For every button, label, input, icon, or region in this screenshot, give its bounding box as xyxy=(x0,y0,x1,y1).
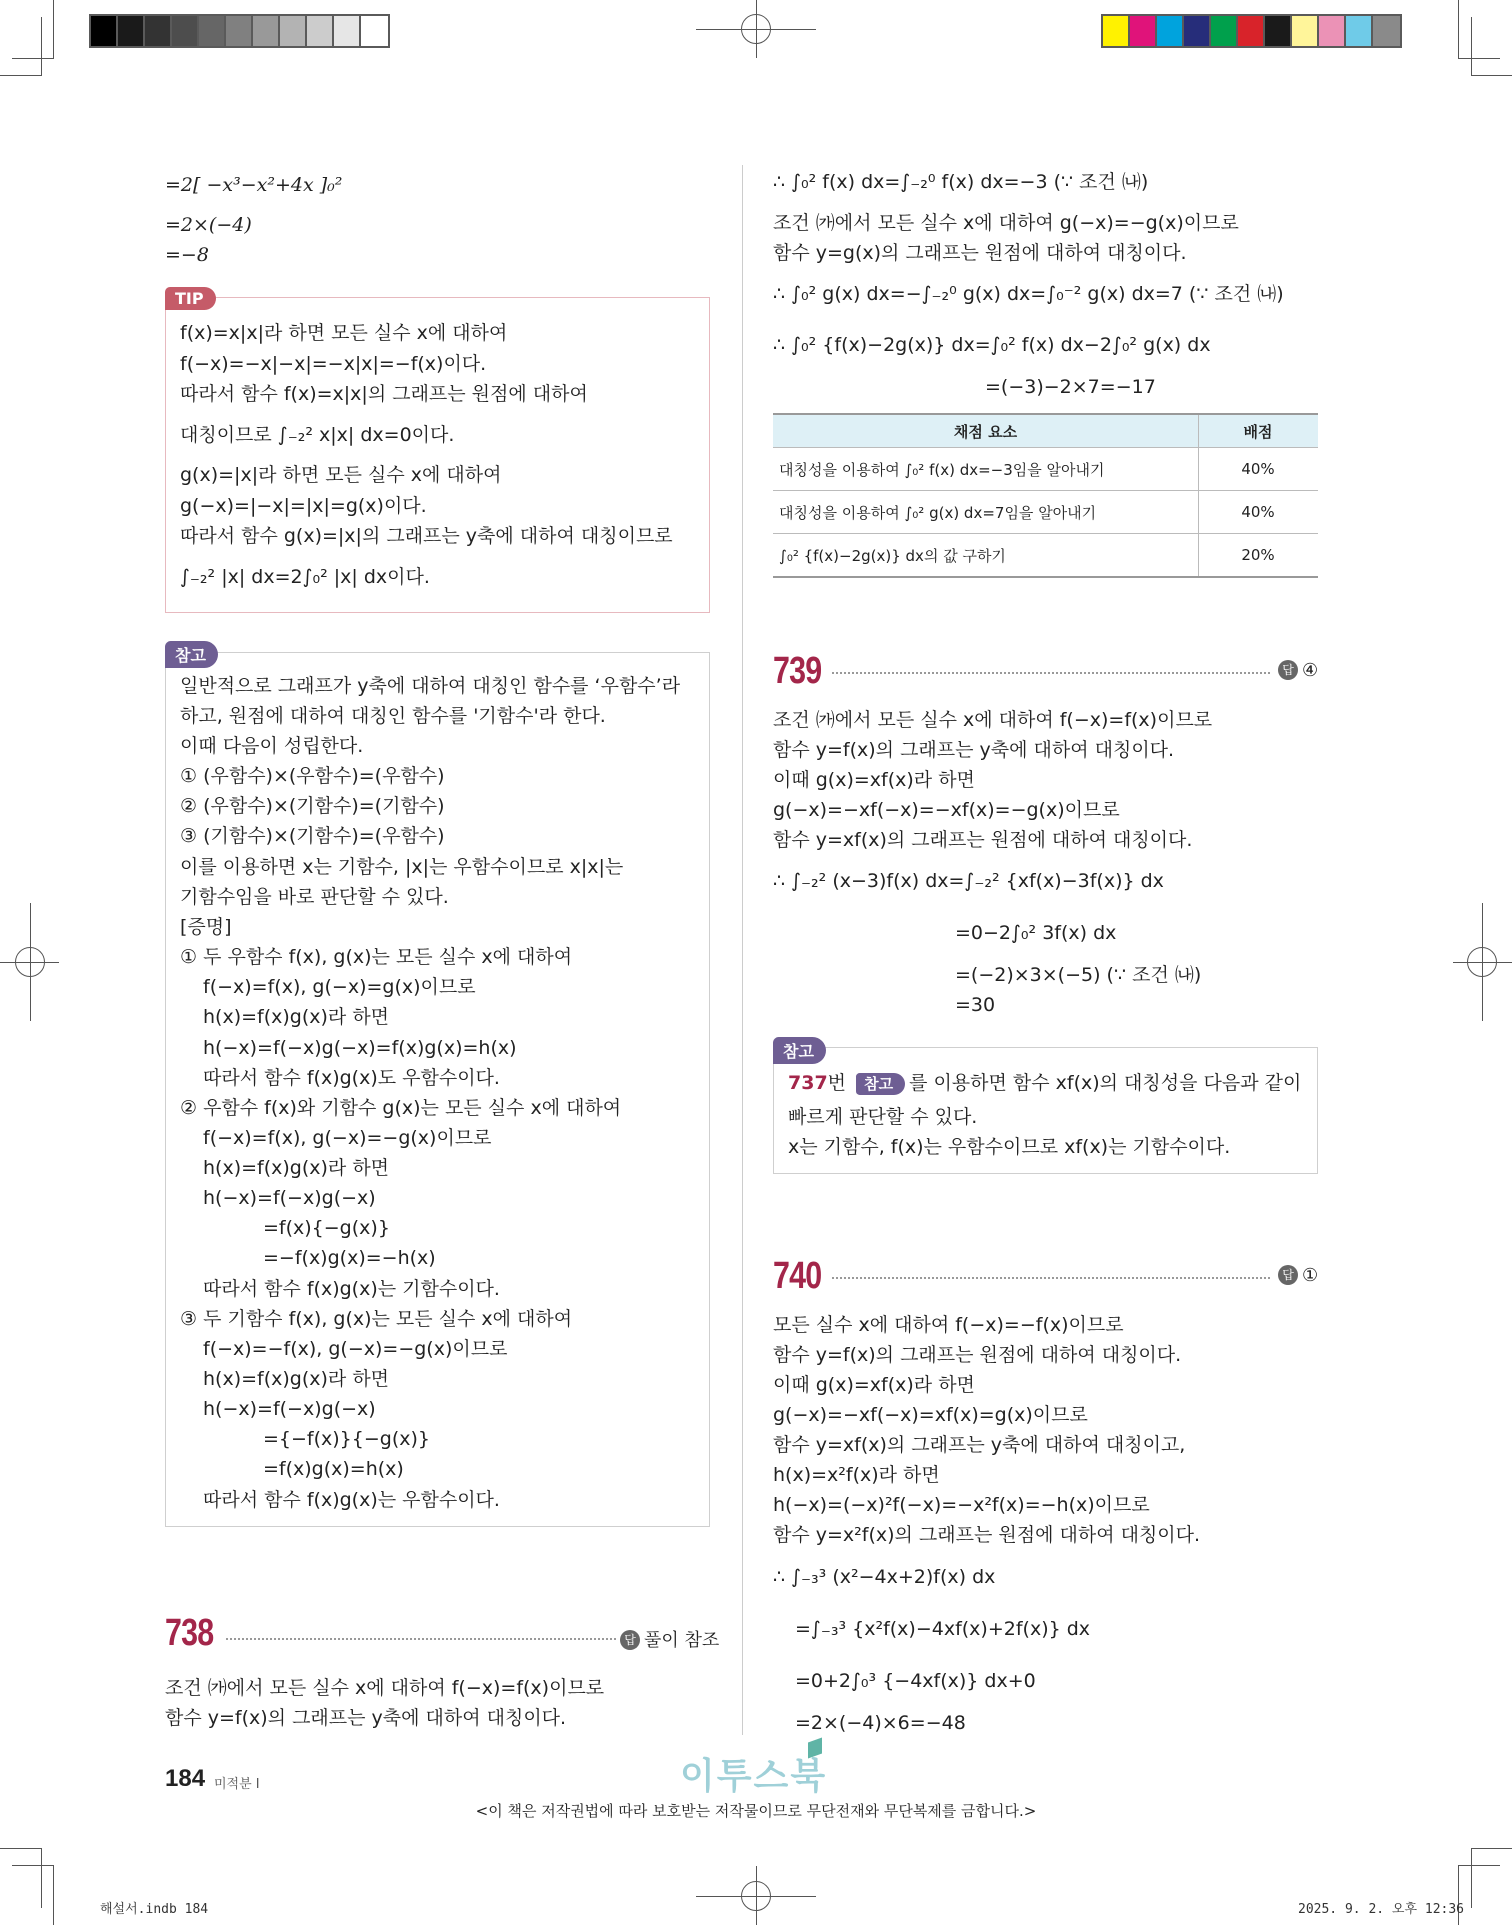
reference-line: =−f(x)g(x)=−h(x) xyxy=(263,1247,436,1269)
crop-mark xyxy=(12,58,53,59)
gray-swatch xyxy=(199,16,226,46)
equation-line: ∴ ∫₋₂² (x−3)f(x) dx=∫₋₂² {xf(x)−3f(x)} dx xyxy=(773,870,1164,892)
reference-line: 이때 다음이 성립한다. xyxy=(180,735,364,757)
reference-line: f(−x)=f(x), g(−x)=g(x)이므로 xyxy=(203,976,476,998)
gray-swatch xyxy=(307,16,334,46)
table-row xyxy=(773,448,1318,491)
tip-badge: TIP xyxy=(165,287,216,310)
solution-line: 함수 y=f(x)의 그래프는 y축에 대하여 대칭이다. xyxy=(773,739,1175,761)
table-row xyxy=(773,491,1318,534)
grayscale-color-bar xyxy=(89,14,390,48)
gray-swatch xyxy=(145,16,172,46)
crop-mark xyxy=(1458,0,1459,59)
reference-line: [증명] xyxy=(180,916,232,938)
gray-swatch xyxy=(118,16,145,46)
color-swatch xyxy=(1157,16,1184,46)
reference-problem-number: 737 xyxy=(788,1072,828,1094)
solution-line: 조건 ㈎에서 모든 실수 x에 대하여 f(−x)=f(x)이므로 xyxy=(165,1677,605,1699)
solution-line: g(−x)=−xf(−x)=−xf(x)=−g(x)이므로 xyxy=(773,799,1120,821)
gray-swatch xyxy=(361,16,388,46)
equation-line: =2×(−4) xyxy=(165,214,252,236)
reference-line: 기함수임을 바로 판단할 수 있다. xyxy=(180,886,449,908)
reference-line: x는 기함수, f(x)는 우함수이므로 xf(x)는 기함수이다. xyxy=(788,1136,1231,1158)
equation-line: =0−2∫₀² 3f(x) dx xyxy=(955,922,1117,944)
reference-line: ② (우함수)×(기함수)=(기함수) xyxy=(180,795,445,817)
tip-line: f(x)=x|x|라 하면 모든 실수 x에 대하여 xyxy=(180,322,508,344)
solution-line: h(x)=x²f(x)라 하면 xyxy=(773,1464,940,1486)
gray-swatch xyxy=(172,16,199,46)
reference-line: ② 우함수 f(x)와 기함수 g(x)는 모든 실수 x에 대하여 xyxy=(180,1097,622,1119)
crop-mark xyxy=(41,1848,42,1908)
problem-number-740: 740 xyxy=(773,1255,822,1297)
reference-line: ③ (기함수)×(기함수)=(우함수) xyxy=(180,825,445,847)
reference-line: ① 두 우함수 f(x), g(x)는 모든 실수 x에 대하여 xyxy=(180,946,573,968)
solution-line: 함수 y=xf(x)의 그래프는 원점에 대하여 대칭이다. xyxy=(773,829,1193,851)
reference-line: h(−x)=f(−x)g(−x) xyxy=(203,1398,376,1420)
crop-mark xyxy=(1471,75,1512,76)
answer-740 xyxy=(1278,1265,1318,1286)
equation-line: =−8 xyxy=(165,244,209,266)
tip-line: g(−x)=|−x|=|x|=g(x)이다. xyxy=(180,495,427,517)
crop-mark xyxy=(756,0,757,58)
page-number: 184 xyxy=(165,1765,206,1792)
leader-dots xyxy=(226,1638,616,1640)
crop-mark xyxy=(1482,903,1483,1021)
tip-line: f(−x)=−x|−x|=−x|x|=−f(x)이다. xyxy=(180,353,487,375)
reference-line: ={−f(x)}{−g(x)} xyxy=(263,1428,431,1450)
equation-line: =0+2∫₀³ {−4xf(x)} dx+0 xyxy=(795,1670,1036,1692)
solution-line: 이때 g(x)=xf(x)라 하면 xyxy=(773,769,975,791)
equation-line: =∫₋₃³ {x²f(x)−4xf(x)+2f(x)} dx xyxy=(795,1618,1091,1640)
crop-mark xyxy=(1471,1848,1472,1908)
solution-line: 함수 y=x²f(x)의 그래프는 원점에 대하여 대칭이다. xyxy=(773,1524,1201,1546)
equation-line: =(−3)−2×7=−17 xyxy=(985,376,1156,398)
equation-line: ∴ ∫₀² f(x) dx=∫₋₂⁰ f(x) dx=−3 (∵ 조건 ㈏) xyxy=(773,171,1149,193)
reference-line: h(x)=f(x)g(x)라 하면 xyxy=(203,1006,390,1028)
subject-label: 미적분 I xyxy=(214,1777,260,1792)
answer-icon: 답 xyxy=(1278,1265,1298,1285)
crop-mark xyxy=(1459,1865,1500,1866)
problem-number-738: 738 xyxy=(165,1612,214,1654)
crop-mark xyxy=(53,1865,54,1925)
reference-text: 를 이용하면 함수 xf(x)의 대칭성을 다음과 같이 xyxy=(909,1072,1302,1094)
solution-line: 함수 y=g(x)의 그래프는 원점에 대하여 대칭이다. xyxy=(773,242,1187,264)
solution-line: h(−x)=(−x)²f(−x)=−x²f(x)=−h(x)이므로 xyxy=(773,1494,1150,1516)
scoring-table xyxy=(773,413,1318,578)
file-slug: 해설서.indb 184 xyxy=(100,1902,209,1917)
solution-line: g(−x)=−xf(−x)=xf(x)=g(x)이므로 xyxy=(773,1404,1088,1426)
crop-mark xyxy=(756,1866,757,1925)
reference-line: 따라서 함수 f(x)g(x)는 기함수이다. xyxy=(203,1278,500,1300)
leader-dots xyxy=(832,672,1270,674)
equation-line: =(−2)×3×(−5) (∵ 조건 ㈏) xyxy=(955,964,1202,986)
reference-line: h(x)=f(x)g(x)라 하면 xyxy=(203,1157,390,1179)
answer-icon: 답 xyxy=(620,1630,640,1650)
table-cell: 대칭성을 이용하여 ∫₀² g(x) dx=7임을 알아내기 xyxy=(773,491,1199,534)
crop-mark xyxy=(1459,58,1500,59)
tip-line: 대칭이므로 ∫₋₂² x|x| dx=0이다. xyxy=(180,424,455,446)
table-cell: 20% xyxy=(1199,534,1319,578)
reference-line: 일반적으로 그래프가 y축에 대하여 대칭인 함수를 ‘우함수’라 xyxy=(180,675,681,697)
solution-line: 함수 y=xf(x)의 그래프는 y축에 대하여 대칭이고, xyxy=(773,1434,1186,1456)
tip-line: g(x)=|x|라 하면 모든 실수 x에 대하여 xyxy=(180,464,502,486)
color-swatch xyxy=(1292,16,1319,46)
color-swatch xyxy=(1346,16,1373,46)
solution-line: 함수 y=f(x)의 그래프는 원점에 대하여 대칭이다. xyxy=(773,1344,1182,1366)
crop-mark xyxy=(53,0,54,59)
cmyk-color-bar xyxy=(1101,14,1402,48)
color-swatch xyxy=(1184,16,1211,46)
reference-line: ③ 두 기함수 f(x), g(x)는 모든 실수 x에 대하여 xyxy=(180,1308,573,1330)
table-cell: 대칭성을 이용하여 ∫₀² f(x) dx=−3임을 알아내기 xyxy=(773,448,1199,491)
equation-line: =2×(−4)×6=−48 xyxy=(795,1712,966,1734)
reference-line: 이를 이용하면 x는 기함수, |x|는 우함수이므로 x|x|는 xyxy=(180,856,624,878)
equation-line: =2[ −x³−x²+4x ]₀² xyxy=(165,174,343,196)
answer-value: ① xyxy=(1302,1265,1319,1286)
reference-line xyxy=(788,1068,1301,1098)
equation-line: =30 xyxy=(955,994,996,1016)
color-swatch xyxy=(1319,16,1346,46)
solution-line: 조건 ㈎에서 모든 실수 x에 대하여 f(−x)=f(x)이므로 xyxy=(773,709,1213,731)
gray-swatch xyxy=(226,16,253,46)
color-swatch xyxy=(1373,16,1400,46)
gray-swatch xyxy=(334,16,361,46)
crop-mark xyxy=(1471,17,1472,76)
equation-line: ∴ ∫₀² g(x) dx=−∫₋₂⁰ g(x) dx=∫₀⁻² g(x) dx=7 (∵ 조건 ㈏) xyxy=(773,283,1284,305)
solution-line: 함수 y=f(x)의 그래프는 y축에 대하여 대칭이다. xyxy=(165,1707,567,1729)
reference-line: 따라서 함수 f(x)g(x)는 우함수이다. xyxy=(203,1489,500,1511)
crop-mark xyxy=(0,75,41,76)
color-swatch xyxy=(1265,16,1292,46)
reference-line: h(−x)=f(−x)g(−x)=f(x)g(x)=h(x) xyxy=(203,1037,517,1059)
table-header: 배점 xyxy=(1199,414,1319,448)
table-row xyxy=(773,534,1318,578)
reference-line: h(−x)=f(−x)g(−x) xyxy=(203,1187,376,1209)
table-cell: 40% xyxy=(1199,491,1319,534)
color-swatch xyxy=(1211,16,1238,46)
equation-line: ∴ ∫₋₃³ (x²−4x+2)f(x) dx xyxy=(773,1566,996,1588)
table-header: 채점 요소 xyxy=(773,414,1199,448)
reference-line: h(x)=f(x)g(x)라 하면 xyxy=(203,1368,390,1390)
color-swatch xyxy=(1103,16,1130,46)
crop-mark xyxy=(1471,1848,1512,1849)
reference-line: =f(x)g(x)=h(x) xyxy=(263,1458,404,1480)
crop-mark xyxy=(41,17,42,76)
crop-mark xyxy=(0,1848,41,1849)
answer-738 xyxy=(620,1626,719,1652)
copyright-notice: <이 책은 저작권법에 따라 보호받는 저작물이므로 무단전재와 무단복제를 금합니다.> xyxy=(475,1802,1037,1820)
reference-badge: 참고 xyxy=(773,1037,826,1064)
gray-swatch xyxy=(280,16,307,46)
tip-line: 따라서 함수 g(x)=|x|의 그래프는 y축에 대하여 대칭이므로 xyxy=(180,525,673,547)
color-swatch xyxy=(1238,16,1265,46)
leader-dots xyxy=(832,1277,1270,1279)
solution-line: 이때 g(x)=xf(x)라 하면 xyxy=(773,1374,975,1396)
tip-line: ∫₋₂² |x| dx=2∫₀² |x| dx이다. xyxy=(180,566,430,588)
reference-line: ① (우함수)×(우함수)=(우함수) xyxy=(180,765,445,787)
answer-value: ④ xyxy=(1302,660,1319,681)
tip-line: 따라서 함수 f(x)=x|x|의 그래프는 원점에 대하여 xyxy=(180,383,588,405)
reference-line: 빠르게 판단할 수 있다. xyxy=(788,1106,978,1128)
problem-number-739: 739 xyxy=(773,650,822,692)
reference-line: f(−x)=f(x), g(−x)=−g(x)이므로 xyxy=(203,1127,492,1149)
crop-mark xyxy=(30,903,31,1021)
answer-icon: 답 xyxy=(1278,660,1298,680)
gray-swatch xyxy=(253,16,280,46)
print-timestamp: 2025. 9. 2. 오후 12:36 xyxy=(1298,1902,1464,1917)
publisher-logo: 이투스북 xyxy=(680,1756,828,1797)
reference-line: 따라서 함수 f(x)g(x)도 우함수이다. xyxy=(203,1067,500,1089)
gray-swatch xyxy=(91,16,118,46)
reference-line: 하고, 원점에 대하여 대칭인 함수를 '기함수'라 한다. xyxy=(180,705,606,727)
reference-suffix: 번 xyxy=(827,1072,847,1094)
color-swatch xyxy=(1130,16,1157,46)
column-divider xyxy=(742,165,743,1735)
solution-line: 모든 실수 x에 대하여 f(−x)=−f(x)이므로 xyxy=(773,1314,1124,1336)
inline-reference-badge: 참고 xyxy=(856,1073,905,1095)
answer-value: 풀이 참조 xyxy=(644,1630,720,1651)
table-cell: 40% xyxy=(1199,448,1319,491)
crop-mark xyxy=(12,1865,53,1866)
solution-line: 조건 ㈎에서 모든 실수 x에 대하여 g(−x)=−g(x)이므로 xyxy=(773,212,1239,234)
reference-line: =f(x){−g(x)} xyxy=(263,1217,390,1239)
table-cell: ∫₀² {f(x)−2g(x)} dx의 값 구하기 xyxy=(773,534,1199,578)
answer-739 xyxy=(1278,660,1318,681)
reference-badge: 참고 xyxy=(165,641,218,668)
equation-line: ∴ ∫₀² {f(x)−2g(x)} dx=∫₀² f(x) dx−2∫₀² g(x) dx xyxy=(773,334,1211,356)
reference-line: f(−x)=−f(x), g(−x)=−g(x)이므로 xyxy=(203,1338,508,1360)
